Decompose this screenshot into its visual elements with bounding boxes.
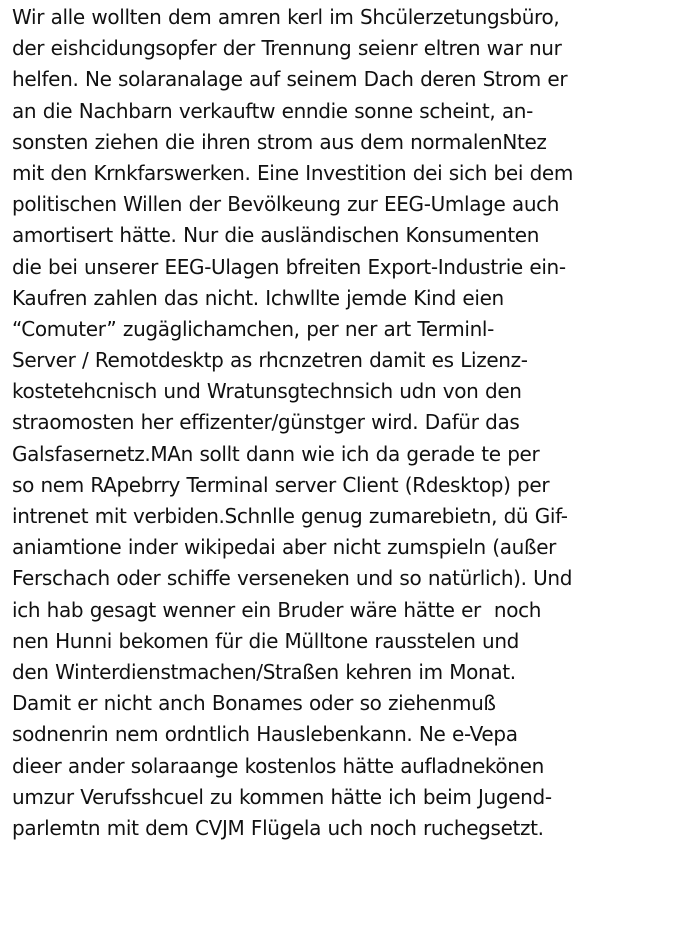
text-line: der eishcidungsopfer der Trennung seienr eltren war nur	[12, 36, 562, 61]
text-line: die bei unserer EEG-Ulagen bfreiten Export-Industrie ein-	[12, 254, 566, 279]
text-line: Wir alle wollten dem amren kerl im Shcülerzetungsbüro,	[12, 5, 560, 29]
text-line: Galsfasernetz.MAn sollt dann wie ich da gerade te per	[12, 441, 540, 466]
text-line: politischen Willen der Bevölkeung zur EEG-Umlage auch	[12, 192, 560, 217]
text-line: ich hab gesagt wenner ein Bruder wäre hätte er noch	[12, 597, 542, 622]
text-line: nen Hunni bekomen für die Mülltone rausstelen und	[12, 628, 520, 653]
text-line: helfen. Ne solaranalage auf seinem Dach deren Strom er	[12, 67, 568, 92]
text-line: amortisert hätte. Nur die ausländischen Konsumenten	[12, 223, 540, 248]
text-line: an die Nachbarn verkauftw enndie sonne scheint, an-	[12, 98, 533, 123]
text-line: intrenet mit verbiden.Schnlle genug zumarebietn, dü Gif-	[12, 504, 568, 528]
text-line: aniamtione inder wikipedai aber nicht zumspieln (außer	[12, 535, 557, 560]
text-line: “Comuter” zugäglichamchen, per ner art Terminl-	[12, 316, 494, 341]
text-line: mit den Krnkfarswerken. Eine Investition dei sich bei dem	[12, 160, 574, 185]
text-line: den Winterdienstmachen/Straßen kehren im Monat.	[12, 659, 516, 684]
text-line: umzur Verufsshcuel zu kommen hätte ich beim Jugend-	[12, 784, 552, 809]
text-line: dieer ander solaraange kostenlos hätte aufladnekönen	[12, 753, 544, 778]
text-line: Server / Remotdesktp as rhcnzetren damit es Lizenz-	[12, 348, 528, 373]
text-line: Ferschach oder schiffe verseneken und so natürlich). Und	[12, 566, 573, 591]
text-line: straomosten her effizenter/günstger wird. Dafür das	[12, 410, 520, 435]
text-line: sodnenrin nem ordntlich Hauslebenkann. Ne e-Vepa	[12, 722, 518, 747]
text-line: so nem RApebrry Terminal server Client (Rdesktop) per	[12, 472, 550, 497]
document-page	[12, 2, 680, 844]
text-line: kostetehcnisch und Wratunsgtechnsich udn von den	[12, 379, 522, 404]
text-line: sonsten ziehen die ihren strom aus dem normalenNtez	[12, 129, 547, 154]
text-line: Damit er nicht anch Bonames oder so ziehenmuß	[12, 691, 496, 716]
text-line: parlemtn mit dem CVJM Flügela uch noch ruchegsetzt.	[12, 815, 544, 840]
text-line: Kaufren zahlen das nicht. Ichwllte jemde Kind eien	[12, 285, 504, 310]
